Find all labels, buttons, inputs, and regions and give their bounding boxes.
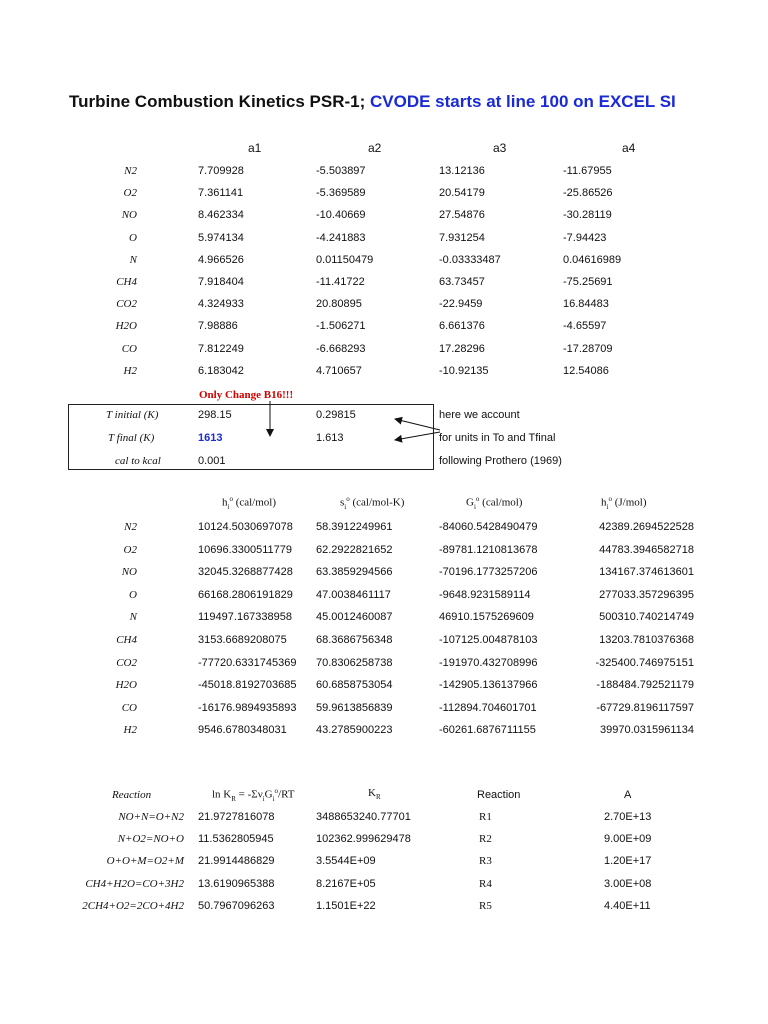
- param-note-1: here we account: [439, 409, 520, 421]
- param-tinitial-scaled: 0.29815: [316, 409, 356, 421]
- thermo-s: 45.0012460087: [316, 611, 393, 623]
- thermo-h-joule: 134167.374613601: [599, 566, 694, 578]
- rxn-kr: 102362.999629478: [316, 833, 411, 845]
- rxn-kr: 1.1501E+22: [316, 900, 376, 912]
- rxn-a: 2.70E+13: [604, 811, 652, 823]
- rxn-equation: 2CH4+O2=2CO+4H2: [82, 900, 184, 912]
- thermo-h-cal: 66168.2806191829: [198, 589, 293, 601]
- thermo-header-h: $h_i^o$ (cal/mol): [222, 495, 277, 511]
- coef-cell: 6.183042: [198, 365, 244, 377]
- thermo-g: -70196.1773257206: [439, 566, 538, 578]
- thermo-h-joule: 44783.3946582718: [599, 544, 694, 556]
- coef-cell: -0.03333487: [439, 254, 501, 266]
- coef-cell: 20.54179: [439, 187, 485, 199]
- param-tfinal-scaled: 1.613: [316, 432, 344, 444]
- coef-cell: 5.974134: [198, 232, 244, 244]
- thermo-h-cal: 3153.6689208075: [198, 634, 287, 646]
- rxn-kr: 8.2167E+05: [316, 878, 376, 890]
- coef-header-a4: a4: [622, 141, 636, 155]
- thermo-header-g: $G_i^o$ (cal/mol): [466, 495, 523, 511]
- thermo-g: -84060.5428490479: [439, 521, 538, 533]
- rxn-a: 1.20E+17: [604, 855, 652, 867]
- thermo-g: -191970.432708996: [439, 657, 538, 669]
- thermo-species-label: NO: [121, 566, 137, 578]
- coef-header-a2: a2: [368, 141, 382, 155]
- coef-cell: 6.661376: [439, 320, 485, 332]
- rxn-header-reaction: Reaction: [112, 789, 152, 801]
- coef-cell: 27.54876: [439, 209, 485, 221]
- thermo-s: 47.0038461117: [316, 589, 391, 601]
- coef-species-label: CO: [121, 343, 137, 355]
- coef-cell: 17.28296: [439, 343, 485, 355]
- rxn-header-kr: $K_R$: [368, 787, 381, 802]
- coef-cell: 7.361141: [198, 187, 244, 199]
- thermo-species-label: H2O: [115, 679, 137, 691]
- thermo-s: 60.6858753054: [316, 679, 393, 691]
- thermo-h-cal: 119497.167338958: [198, 611, 293, 623]
- coef-cell: -25.86526: [563, 187, 613, 199]
- thermo-h-joule: 500310.740214749: [599, 611, 694, 623]
- thermo-h-cal: -16176.9894935893: [198, 702, 297, 714]
- coef-cell: -30.28119: [563, 209, 612, 221]
- thermo-h-joule: 39970.0315961134: [599, 724, 694, 736]
- thermo-s: 63.3859294566: [316, 566, 393, 578]
- thermo-g: -60261.6876711155: [439, 724, 536, 736]
- thermo-h-joule: 13203.7810376368: [599, 634, 694, 646]
- coef-cell: 8.462334: [198, 209, 244, 221]
- coef-cell: 0.01150479: [316, 254, 374, 266]
- thermo-g: -107125.004878103: [439, 634, 538, 646]
- coef-cell: -10.92135: [439, 365, 489, 377]
- thermo-g: -142905.136137966: [439, 679, 538, 691]
- rxn-lnk: 50.7967096263: [198, 900, 275, 912]
- thermo-h-cal: -77720.6331745369: [198, 657, 297, 669]
- coef-species-label: O: [129, 232, 137, 244]
- coef-species-label: CH4: [116, 276, 137, 288]
- thermo-species-label: CH4: [116, 634, 137, 646]
- rxn-lnk: 21.9914486829: [198, 855, 275, 867]
- thermo-species-label: N2: [124, 521, 137, 533]
- thermo-s: 43.2785900223: [316, 724, 393, 736]
- title-black: Turbine Combustion Kinetics PSR-1;: [69, 92, 366, 111]
- coef-cell: 7.931254: [439, 232, 485, 244]
- thermo-header-s: $s_i^o$ (cal/mol-K): [340, 495, 405, 511]
- thermo-species-label: H2: [123, 724, 137, 736]
- thermo-s: 62.2922821652: [316, 544, 393, 556]
- rxn-kr: 3488653240.77701: [316, 811, 411, 823]
- coef-header-a3: a3: [493, 141, 507, 155]
- rxn-a: 3.00E+08: [604, 878, 652, 890]
- rxn-id: R5: [479, 900, 492, 912]
- coef-cell: 4.966526: [198, 254, 244, 266]
- thermo-s: 58.3912249961: [316, 521, 393, 533]
- coef-cell: -4.65597: [563, 320, 607, 332]
- thermo-species-label: O2: [123, 544, 137, 556]
- param-label-tinitial: T initial (K): [106, 409, 159, 421]
- rxn-id: R1: [479, 811, 492, 823]
- thermo-h-cal: -45018.8192703685: [198, 679, 297, 691]
- rxn-a: 4.40E+11: [604, 900, 651, 912]
- coef-cell: 7.812249: [198, 343, 244, 355]
- title-blue: CVODE starts at line 100 on EXCEL SI: [370, 92, 676, 111]
- thermo-species-label: O: [129, 589, 137, 601]
- thermo-h-joule: -325400.746975151: [595, 657, 694, 669]
- coef-cell: 7.918404: [198, 276, 244, 288]
- coef-species-label: H2O: [115, 320, 137, 332]
- coef-species-label: O2: [123, 187, 137, 199]
- thermo-h-joule: 42389.2694522528: [599, 521, 694, 533]
- thermo-h-cal: 9546.6780348031: [198, 724, 287, 736]
- thermo-header-hj: $h_i^o$ (J/mol): [601, 495, 647, 511]
- thermo-s: 70.8306258738: [316, 657, 393, 669]
- rxn-a: 9.00E+09: [604, 833, 652, 845]
- coef-cell: 12.54086: [563, 365, 609, 377]
- coef-cell: -5.503897: [316, 165, 366, 177]
- param-label-tfinal: T final (K): [108, 432, 155, 444]
- thermo-h-cal: 10696.3300511779: [198, 544, 293, 556]
- coef-cell: 63.73457: [439, 276, 485, 288]
- coef-species-label: N2: [124, 165, 137, 177]
- param-tfinal-value[interactable]: 1613: [198, 432, 223, 444]
- coef-cell: 20.80895: [316, 298, 362, 310]
- coef-cell: -11.41722: [316, 276, 365, 288]
- thermo-s: 68.3686756348: [316, 634, 393, 646]
- thermo-species-label: CO2: [116, 657, 137, 669]
- thermo-g: 46910.1575269609: [439, 611, 534, 623]
- rxn-lnk: 13.6190965388: [198, 878, 275, 890]
- rxn-id: R4: [479, 878, 492, 890]
- rxn-kr: 3.5544E+09: [316, 855, 376, 867]
- rxn-id: R3: [479, 855, 492, 867]
- coef-cell: -17.28709: [563, 343, 613, 355]
- thermo-h-joule: -188484.792521179: [596, 679, 694, 691]
- coef-cell: -7.94423: [563, 232, 607, 244]
- rxn-header-reaction2: Reaction: [477, 789, 521, 801]
- rxn-equation: NO+N=O+N2: [118, 811, 184, 823]
- coef-cell: 0.04616989: [563, 254, 622, 266]
- coef-species-label: H2: [123, 365, 137, 377]
- coef-cell: -10.40669: [316, 209, 366, 221]
- rxn-equation: O+O+M=O2+M: [106, 855, 184, 867]
- coef-cell: -4.241883: [316, 232, 366, 244]
- thermo-h-cal: 10124.5030697078: [198, 521, 293, 533]
- coef-cell: 4.710657: [316, 365, 362, 377]
- thermo-g: -9648.9231589114: [439, 589, 531, 601]
- rxn-header-a: A: [624, 789, 632, 801]
- thermo-g: -89781.1210813678: [439, 544, 538, 556]
- coef-cell: 16.84483: [563, 298, 609, 310]
- coef-cell: -11.67955: [563, 165, 612, 177]
- param-tinitial-value: 298.15: [198, 409, 232, 421]
- coef-cell: -75.25691: [563, 276, 613, 288]
- coef-header-a1: a1: [248, 141, 262, 155]
- thermo-species-label: N: [129, 611, 137, 623]
- rxn-lnk: 11.5362805945: [198, 833, 274, 845]
- thermo-s: 59.9613856839: [316, 702, 393, 714]
- rxn-header-lnk: $\ln K_R = -\Sigma\nu_iG_i^o/RT$: [212, 787, 295, 803]
- coef-cell: 7.98886: [198, 320, 238, 332]
- coef-cell: -6.668293: [316, 343, 366, 355]
- arrow-to-tinitial: [395, 419, 440, 430]
- arrow-to-tfinal: [395, 432, 440, 440]
- thermo-species-label: CO: [121, 702, 137, 714]
- thermo-h-joule: 277033.357296395: [599, 589, 694, 601]
- rxn-equation: CH4+H2O=CO+3H2: [85, 878, 184, 890]
- param-note-3: following Prothero (1969): [439, 455, 562, 467]
- coef-cell: -22.9459: [439, 298, 483, 310]
- coef-cell: 7.709928: [198, 165, 244, 177]
- thermo-g: -112894.704601701: [439, 702, 537, 714]
- note-only-change: Only Change B16!!!: [199, 389, 294, 401]
- coef-species-label: CO2: [116, 298, 137, 310]
- coef-cell: -5.369589: [316, 187, 366, 199]
- thermo-h-cal: 32045.3268877428: [198, 566, 293, 578]
- coef-species-label: N: [129, 254, 137, 266]
- param-label-cal: cal to kcal: [115, 455, 161, 467]
- coef-species-label: NO: [121, 209, 137, 221]
- thermo-h-joule: -67729.8196117597: [596, 702, 694, 714]
- rxn-equation: N+O2=NO+O: [117, 833, 184, 845]
- rxn-lnk: 21.9727816078: [198, 811, 275, 823]
- coef-cell: -1.506271: [316, 320, 366, 332]
- coef-cell: 13.12136: [439, 165, 485, 177]
- param-note-2: for units in To and Tfinal: [439, 432, 556, 444]
- coef-cell: 4.324933: [198, 298, 244, 310]
- param-cal-value: 0.001: [198, 455, 226, 467]
- rxn-id: R2: [479, 833, 492, 845]
